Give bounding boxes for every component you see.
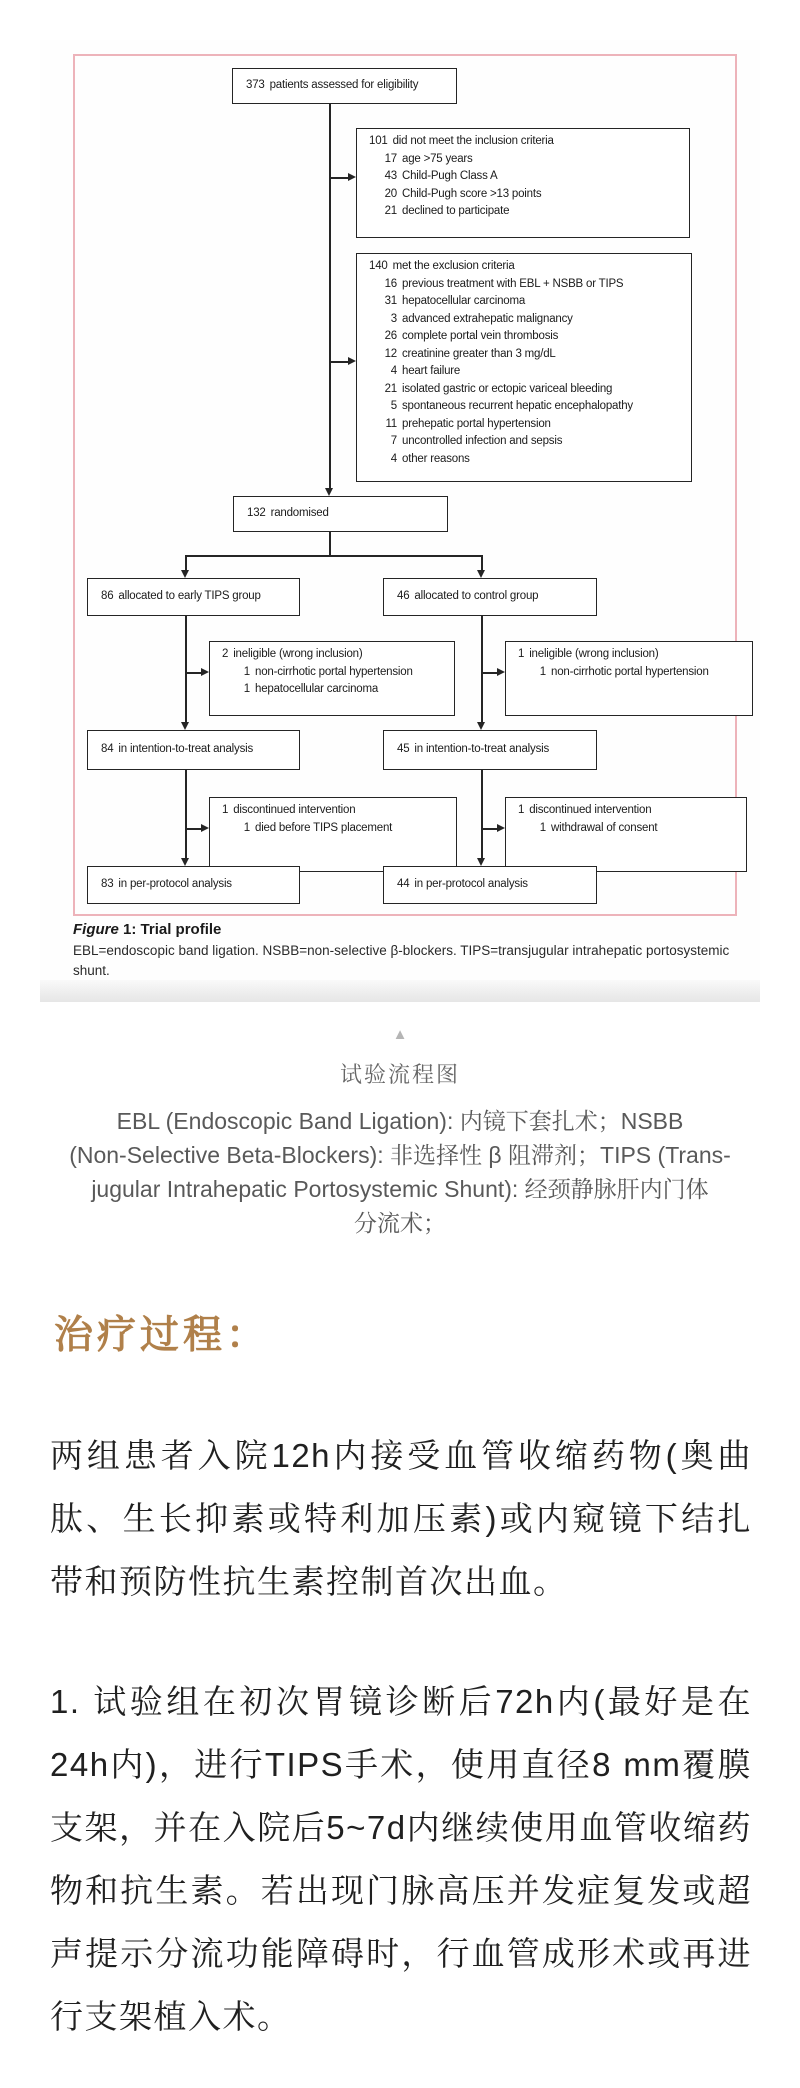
- flow-arrowhead: [348, 173, 356, 181]
- flow-line: [329, 102, 331, 489]
- flow-line: [330, 177, 348, 179]
- flow-box-control-itt: 45 in intention-to-treat analysis: [383, 730, 597, 770]
- collapse-triangle-icon: ▲: [392, 1026, 408, 1043]
- body-paragraph: 两组患者入院12h内接受血管收缩药物(奥曲肽、生长抑素或特利加压素)或内窥镜下结扎带和预防性抗生素控制首次出血。: [50, 1437, 752, 1600]
- trial-profile-figure: [40, 40, 760, 1002]
- flow-arrowhead: [497, 668, 505, 676]
- figure-caption-title: [73, 921, 739, 938]
- flow-line: [482, 672, 497, 674]
- abbrev-line: jugular Intrahepatic Portosystemic Shunt): 经颈静脉肝内门体: [91, 1176, 709, 1202]
- flow-box-met-exclusion: 140 met the exclusion criteria 16 previous treatment with EBL + NSBB or TIPS 31 hepatocellular carcinoma 3 advanced extrahepatic malignancy 26 complete portal vein thrombosis 12 creatinine greater than 3 mg/dL 4 heart failure 21 isolated gastric or ectopic variceal bleeding 5 spontaneous recurrent hepatic encephalopathy 11 prehepatic portal hypertension 7 uncontrolled infection and sepsis 4 other reasons: [356, 253, 692, 482]
- flow-arrowhead: [477, 858, 485, 866]
- flow-box-not-meet-inclusion: 101 did not meet the inclusion criteria 17 age >75 years 43 Child-Pugh Class A 20 Child-Pugh score >13 points 21 declined to participate: [356, 128, 690, 238]
- abbrev-line: 分流术；: [354, 1210, 446, 1236]
- figure-label: 试验流程图: [339, 1062, 460, 1087]
- flow-line: [185, 555, 187, 571]
- flow-line: [186, 672, 201, 674]
- flow-line: [481, 555, 483, 571]
- flow-box-eligibility: 373 patients assessed for eligibility: [232, 68, 457, 104]
- flow-box-randomised: 132 randomised: [233, 496, 448, 532]
- figure-caption-rest: 1: Trial profile: [118, 921, 222, 938]
- flow-arrowhead: [497, 824, 505, 832]
- flow-line: [481, 768, 483, 859]
- flow-line: [185, 768, 187, 859]
- flow-box-control-ineligible: 1 ineligible (wrong inclusion) 1 non-cirrhotic portal hypertension: [505, 641, 753, 716]
- flow-arrowhead: [477, 570, 485, 578]
- flow-arrowhead: [181, 722, 189, 730]
- flow-box-control-discontinued: 1 discontinued intervention 1 withdrawal of consent: [505, 797, 747, 872]
- flow-box-tips-discontinued: 1 discontinued intervention 1 died before TIPS placement: [209, 797, 457, 872]
- flow-arrowhead: [181, 858, 189, 866]
- flow-line: [330, 361, 348, 363]
- flow-line: [186, 555, 483, 557]
- flow-box-control-group: 46 allocated to control group: [383, 578, 597, 616]
- flow-box-tips-ineligible: 2 ineligible (wrong inclusion) 1 non-cirrhotic portal hypertension 1 hepatocellular carcinoma: [209, 641, 455, 716]
- figure-caption-word: Figure: [73, 921, 119, 938]
- flow-line: [185, 614, 187, 723]
- flow-line: [186, 828, 201, 830]
- section-heading: 治疗过程：: [54, 1312, 270, 1358]
- flow-box-tips-per-protocol: 83 in per-protocol analysis: [87, 866, 300, 904]
- flow-line: [329, 530, 331, 556]
- flow-arrowhead: [348, 357, 356, 365]
- flow-line: [482, 828, 497, 830]
- flow-box-control-per-protocol: 44 in per-protocol analysis: [383, 866, 597, 904]
- abbrev-line: (Non-Selective Beta-Blockers): 非选择性 β 阻滞剂；TIPS (Trans-: [69, 1142, 731, 1168]
- flow-box-early-tips-group: 86 allocated to early TIPS group: [87, 578, 300, 616]
- figure-caption-note: EBL=endoscopic band ligation. NSBB=non-selective β-blockers. TIPS=transjugular intrahepatic portosystemic shunt.: [73, 943, 730, 978]
- flow-line: [481, 614, 483, 723]
- flow-arrowhead: [201, 668, 209, 676]
- flow-arrowhead: [477, 722, 485, 730]
- abbreviation-notes: [0, 1104, 800, 1240]
- abbrev-line: EBL (Endoscopic Band Ligation): 内镜下套扎术；NSBB: [116, 1108, 684, 1134]
- body-paragraph: 1. 试验组在初次胃镜诊断后72h内(最好是在24h内)，进行TIPS手术，使用直径8 mm覆膜支架，并在入院后5~7d内继续使用血管收缩药物和抗生素。若出现门脉高压并发症复发或超声提示分流功能障碍时，行血管成形术或再进行支架植入术。: [50, 1683, 752, 2035]
- flow-arrowhead: [201, 824, 209, 832]
- flow-arrowhead: [325, 488, 333, 496]
- figure-caption: [73, 921, 739, 980]
- flow-arrowhead: [181, 570, 189, 578]
- figure-bottom-shadow: [40, 980, 760, 1002]
- flow-box-tips-itt: 84 in intention-to-treat analysis: [87, 730, 300, 770]
